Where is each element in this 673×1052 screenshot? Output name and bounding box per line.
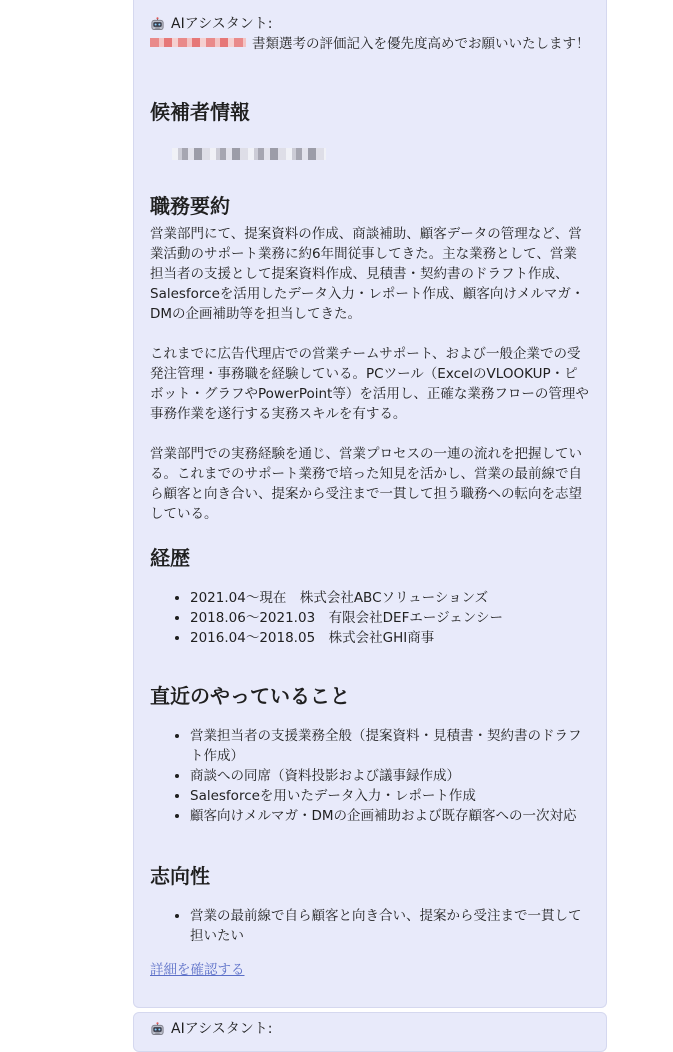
section-heading-history: 経歴 [150, 546, 190, 570]
section-heading-orientation: 志向性 [150, 864, 210, 888]
robot-icon [150, 1022, 165, 1037]
history-list [150, 588, 590, 648]
sender-name: AIアシスタント: [171, 1021, 273, 1037]
section-heading-summary: 職務要約 [150, 194, 230, 218]
section-heading-recent: 直近のやっていること [150, 684, 350, 708]
assistant-message [133, 0, 607, 1008]
section-heading-candidate: 候補者情報 [150, 100, 250, 124]
orientation-list [150, 906, 590, 946]
summary-paragraph: これまでに広告代理店での営業チームサポート、および一般企業での受発注管理・事務職を経験している。PCツール（ExcelのVLOOKUP・ピボット・グラフやPowerPoint等）を活用し、正確な業務フローの管理や事務作業を遂行する実務スキルを有する。 [150, 346, 589, 422]
greeting-message: 書類選考の評価記入を優先度高めでお願いいたします！ [252, 36, 590, 52]
orientation-item: • 営業の最前線で自ら顧客と向き合い、提案から受注まで一貫して担いたい [190, 906, 590, 946]
chat-column [133, 0, 607, 1037]
recent-item: • 営業担当者の支援業務全般（提案資料・見積書・契約書のドラフト作成） [190, 726, 590, 766]
summary-paragraph: 営業部門にて、提案資料の作成、商談補助、顧客データの管理など、営業活動のサポート業務に約6年間従事してきた。主な業務として、営業担当者の支援として提案資料作成、見積書・契約書のドラフト作成、Salesforceを活用したデータ入力・レポート作成、顧客向けメルマガ・DMの企画補助等を担当してきた。 [150, 226, 585, 322]
assistant-message [133, 1012, 607, 1052]
sender-name: AIアシスタント: [171, 16, 273, 32]
message-sender [150, 1019, 590, 1039]
recent-list [150, 726, 590, 826]
history-item: • 2018.06〜2021.03 有限会社DEFエージェンシー [190, 608, 590, 628]
summary-paragraph: 営業部門での実務経験を通じ、営業プロセスの一連の流れを把握している。これまでのサポート業務で培った知見を活かし、営業の最前線で自ら顧客と向き合い、提案から受注まで一貫して担う職務への転向を志望している。 [150, 446, 582, 522]
recent-item: • Salesforceを用いたデータ入力・レポート作成 [190, 786, 590, 806]
recent-item: • 商談への同席（資料投影および議事録作成） [190, 766, 590, 786]
greeting-text [150, 34, 590, 54]
redacted-name [150, 38, 246, 47]
history-item: • 2021.04〜現在 株式会社ABCソリューションズ [190, 588, 590, 608]
message-sender [150, 14, 590, 34]
view-details-link[interactable]: 詳細を確認する [150, 962, 245, 978]
robot-icon [150, 17, 165, 32]
redacted-candidate-info [172, 148, 326, 160]
history-item: • 2016.04〜2018.05 株式会社GHI商事 [190, 628, 590, 648]
recent-item: • 顧客向けメルマガ・DMの企画補助および既存顧客への一次対応 [190, 806, 590, 826]
